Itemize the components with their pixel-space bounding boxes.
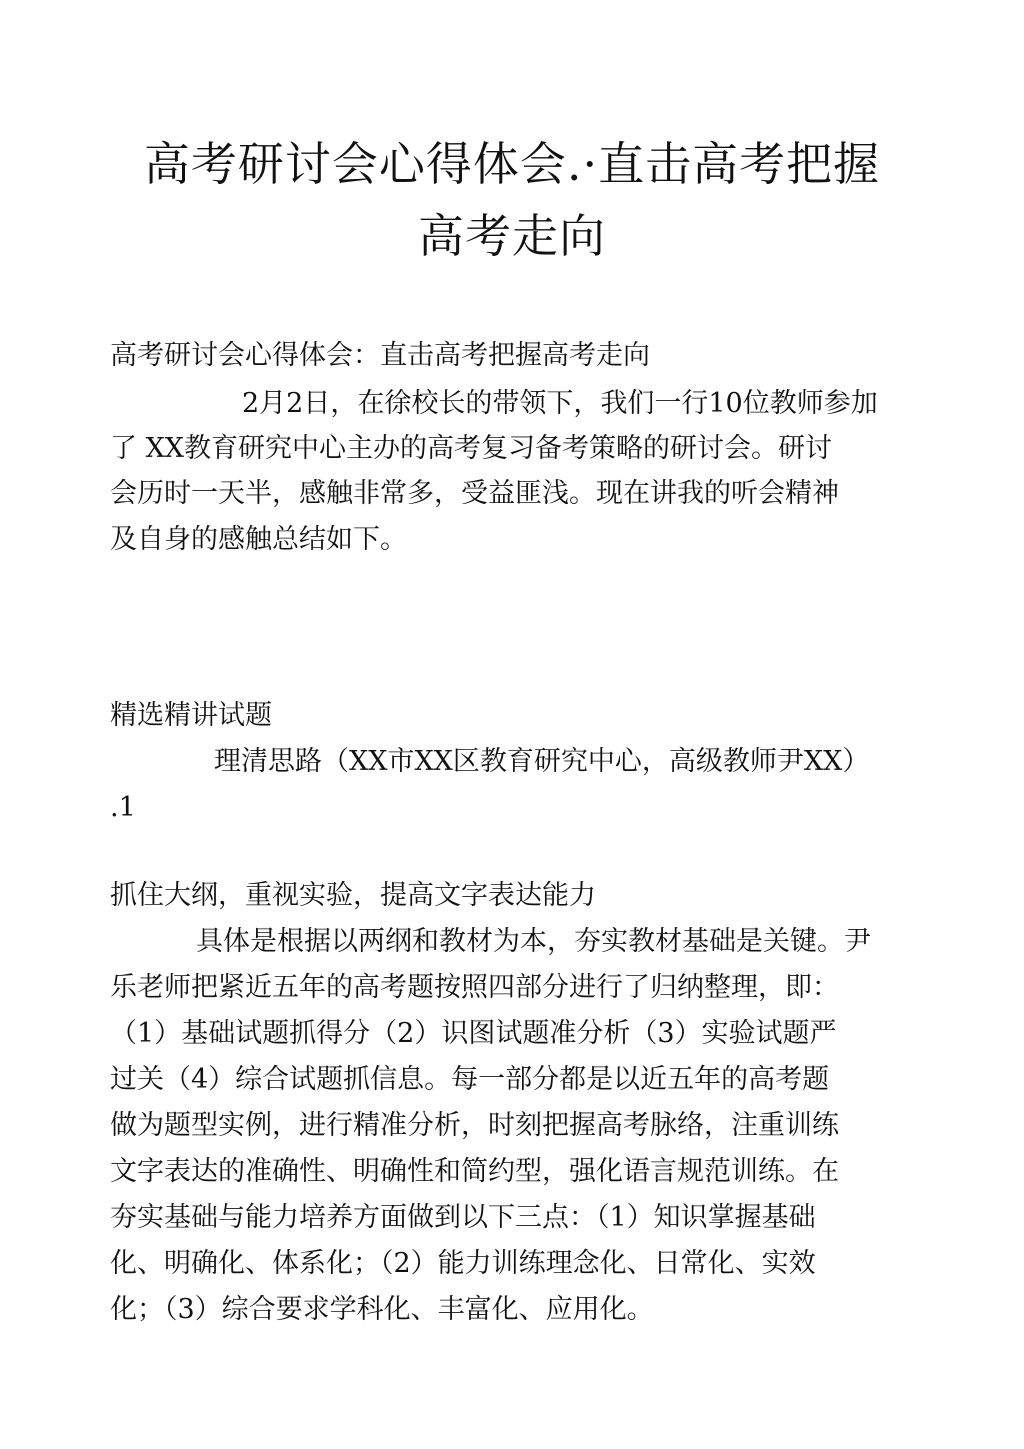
section2-number: .1	[110, 792, 136, 823]
section1-paragraph-line: 了 XX教育研究中心主办的高考复习备考策略的研讨会。研讨	[110, 433, 833, 464]
section2-subheading: 理清思路（XX市XX区教育研究中心，高级教师尹XX）	[214, 746, 870, 777]
section1-heading: 高考研讨会心得体会：直击高考把握高考走向	[110, 340, 650, 371]
section1-paragraph-line: 2月2日，在徐校长的带领下，我们一行10位教师参加	[242, 388, 878, 419]
section3-paragraph-line: 化；（3）综合要求学科化、丰富化、应用化。	[110, 1294, 654, 1325]
section3-paragraph-line: 做为题型实例，进行精准分析，时刻把握高考脉络，注重训练	[110, 1110, 839, 1141]
section3-paragraph-line: （1）基础试题抓得分（2）识图试题准分析（3）实验试题严	[110, 1018, 837, 1049]
section1-paragraph-line: 会历时一天半，感触非常多，受益匪浅。现在讲我的听会精神	[110, 478, 839, 509]
document-title-line-2: 高考走向	[418, 209, 606, 263]
section3-paragraph-line: 具体是根据以两纲和教材为本，夯实教材基础是关键。尹	[196, 926, 871, 957]
section3-paragraph-line: 文字表达的准确性、明确性和简约型，强化语言规范训练。在	[110, 1156, 839, 1187]
section3-heading: 抓住大纲，重视实验，提高文字表达能力	[110, 880, 596, 911]
section3-paragraph-line: 乐老师把紧近五年的高考题按照四部分进行了归纳整理，即：	[110, 972, 839, 1003]
section3-paragraph-line: 化、明确化、体系化；（2）能力训练理念化、日常化、实效	[110, 1248, 816, 1279]
section3-paragraph-line: 夯实基础与能力培养方面做到以下三点：（1）知识掌握基础	[110, 1202, 816, 1233]
section1-paragraph-line: 及自身的感触总结如下。	[110, 524, 407, 555]
section2-heading: 精选精讲试题	[110, 700, 272, 731]
document-title-line-1: 高考研讨会心得体会.·直击高考把握	[143, 137, 881, 191]
section3-paragraph-line: 过关（4）综合试题抓信息。每一部分都是以近五年的高考题	[110, 1064, 830, 1095]
